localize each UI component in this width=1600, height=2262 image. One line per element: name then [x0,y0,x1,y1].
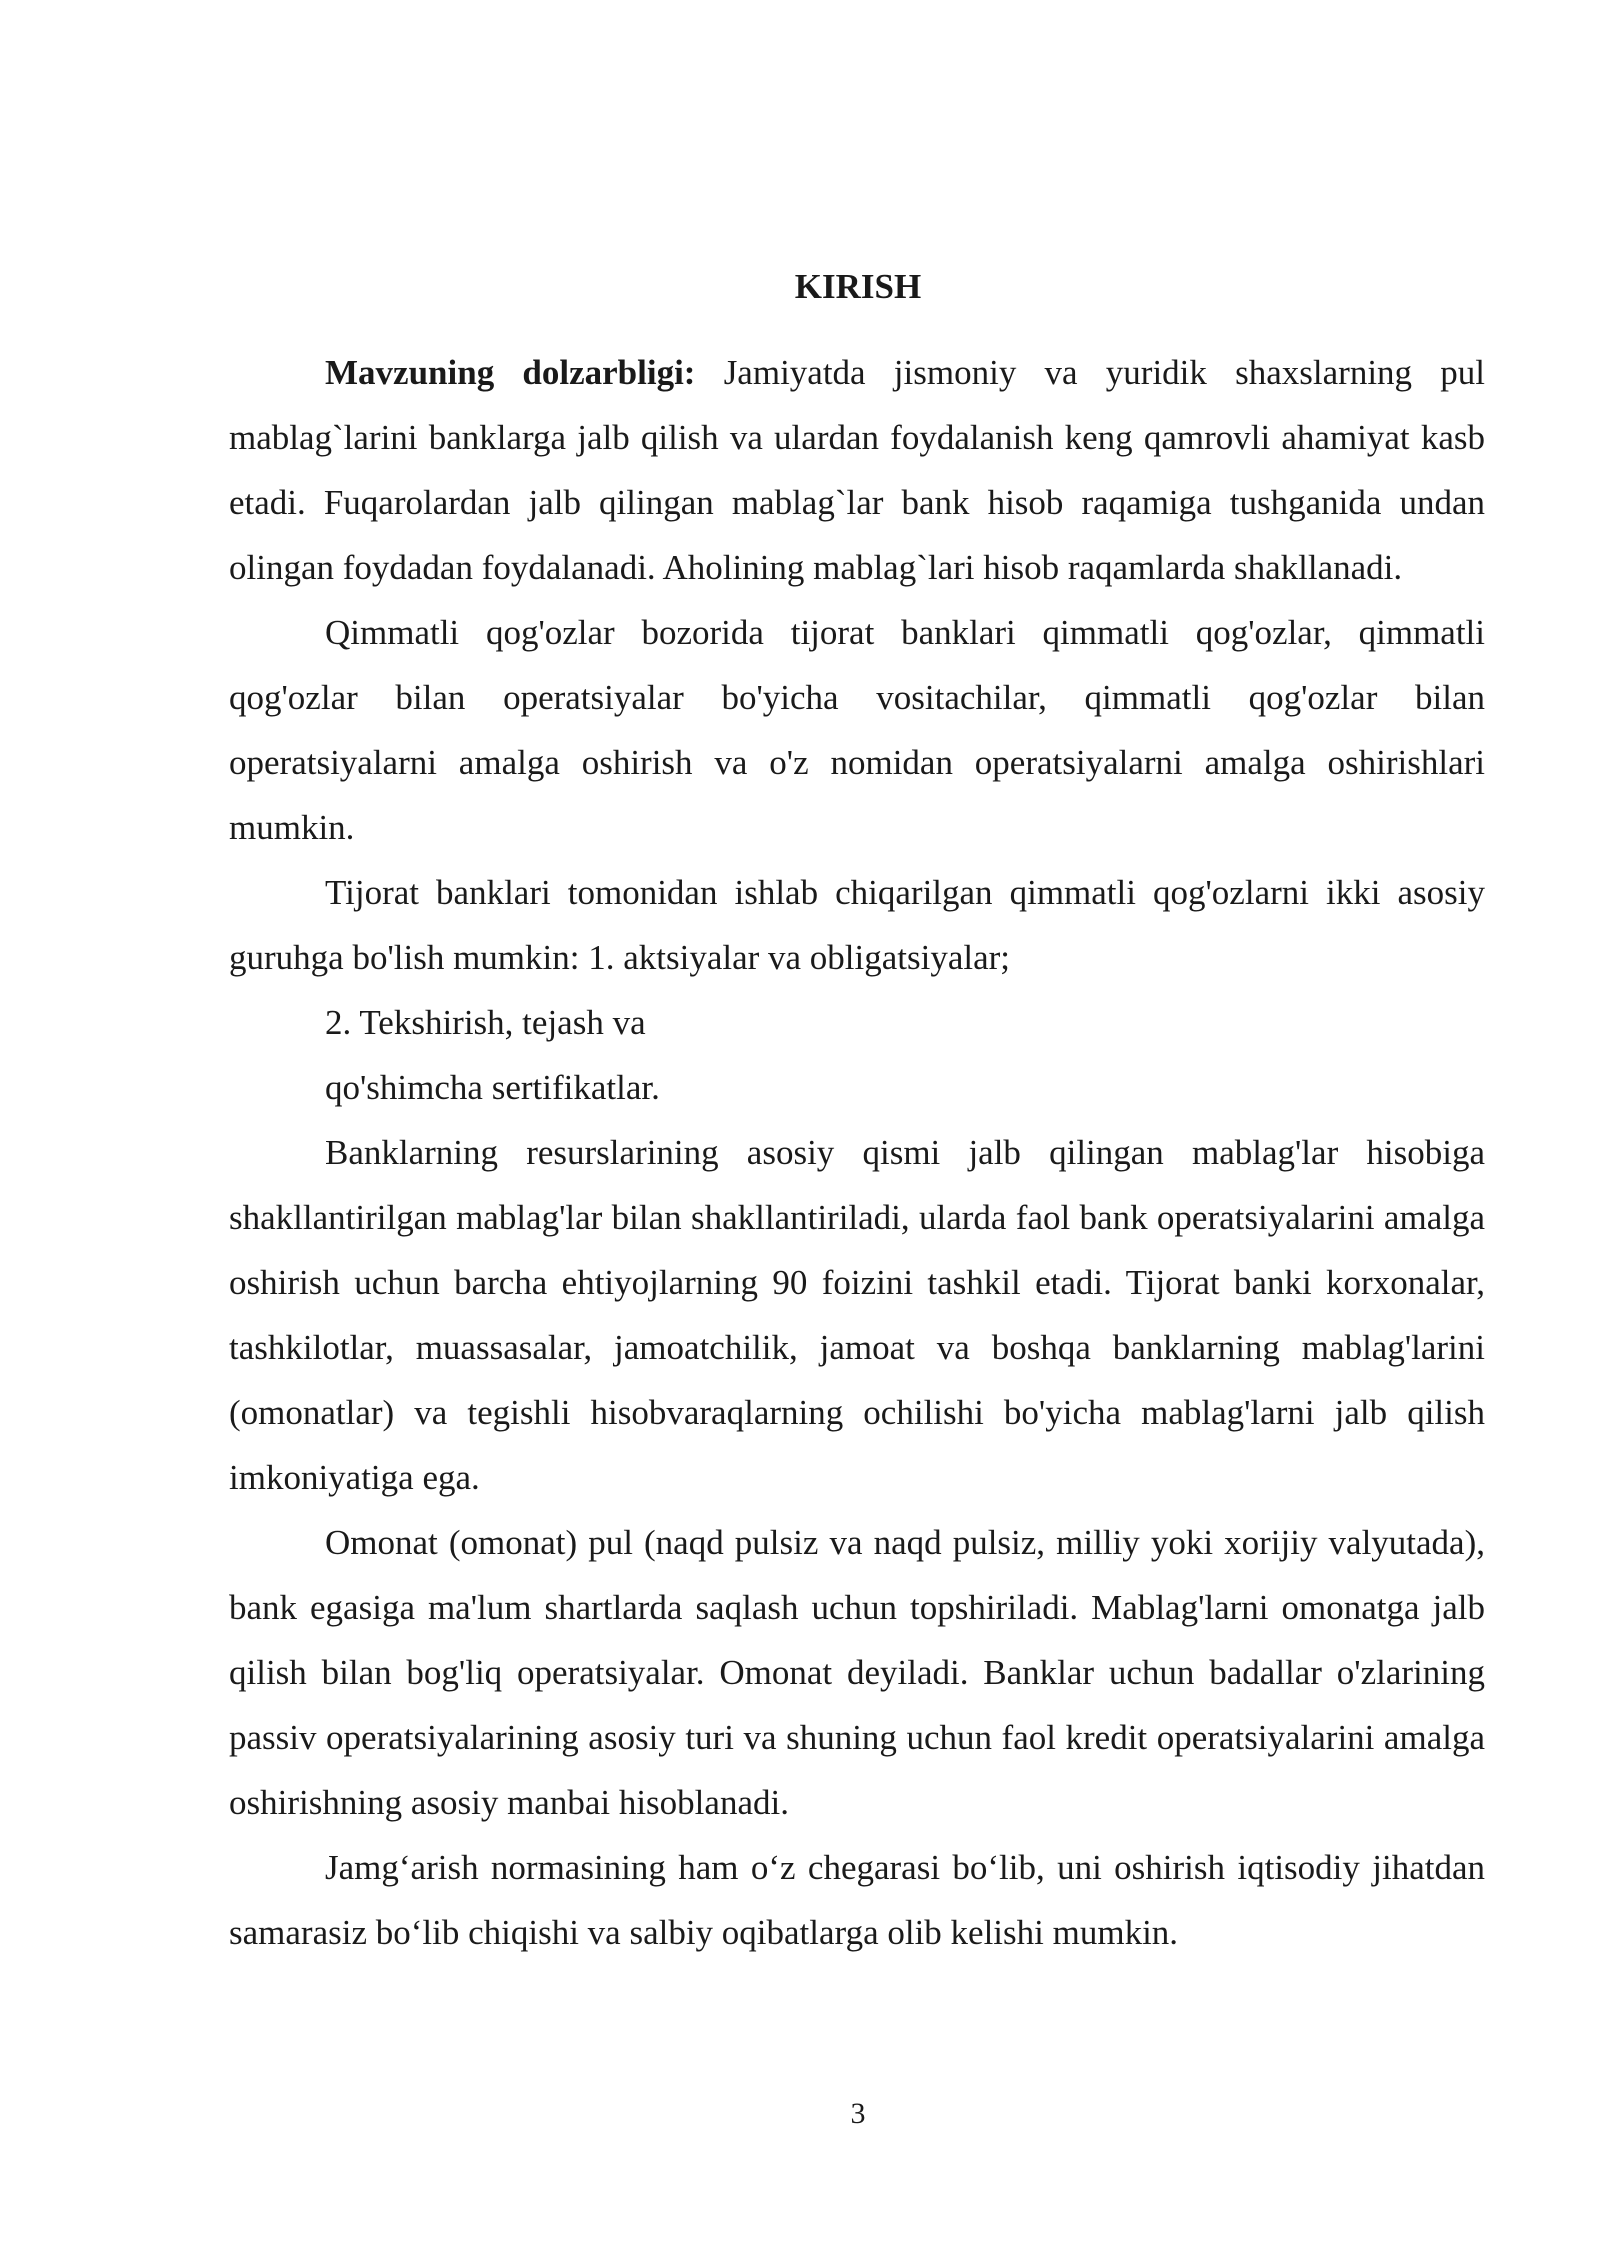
page-number: 3 [850,2097,866,2130]
relevance-heading: Mavzuning dolzarbligi: [325,353,696,392]
paragraph-relevance [229,340,1485,600]
paragraph-certificates: qo'shimcha sertifikatlar. [325,1068,660,1107]
paragraph-savings-norm: Jamg‘arish normasining ham o‘z chegarasi bo‘lib, uni oshirish iqtisodiy jihatdan samarasiz bo‘lib chiqishi va salbiy oqibatlarga olib kelishi mumkin. [229,1848,1485,1952]
paragraph-securities-market: Qimmatli qog'ozlar bozorida tijorat banklari qimmatli qog'ozlar, qimmatli qog'ozlar bilan operatsiyalar bo'yicha vositachilar, qimmatli qog'ozlar bilan operatsiyalarni amalga oshirish va o'z nomidan operatsiyalarni amalga oshirishlari mumkin. [229,613,1485,847]
relevance-text: Jamiyatda jismoniy va yuridik shaxslarning pul mablag`larini banklarga jalb qilish va ulardan foydalanish keng qamrovli ahamiyat kasb etadi. Fuqarolardan jalb qilingan mablag`lar bank hisob raqamiga tushganida undan olingan foydadan foydalanadi. Aholining mablag`lari hisob raqamlarda shakllanadi. [229,353,1485,587]
paragraph-bank-resources: Banklarning resurslarining asosiy qismi jalb qilingan mablag'lar hisobiga shakllantirilgan mablag'lar bilan shakllantiriladi, ularda faol bank operatsiyalarini amalga oshirish uchun barcha ehtiyojlarning 90 foizini tashkil etadi. Tijorat banki korxonalar, tashkilotlar, muassasalar, jamoatchilik, jamoat va boshqa banklarning mablag'larini (omonatlar) va tegishli hisobvaraqlarning ochilishi bo'yicha mablag'larni jalb qilish imkoniyatiga ega. [229,1133,1485,1497]
document-body [229,340,1485,1965]
paragraph-list-item-2: 2. Tekshirish, tejash va [325,1003,646,1042]
paragraph-deposit: Omonat (omonat) pul (naqd pulsiz va naqd pulsiz, milliy yoki xorijiy valyutada), bank egasiga ma'lum shartlarda saqlash uchun topshiriladi. Mablag'larni omonatga jalb qilish bilan bog'liq operatsiyalar. Omonat deyiladi. Banklar uchun badallar o'zlarining passiv operatsiyalarining asosiy turi va shuning uchun faol kredit operatsiyalarini amalga oshirishning asosiy manbai hisoblanadi. [229,1523,1485,1822]
paragraph-securities-groups: Tijorat banklari tomonidan ishlab chiqarilgan qimmatli qog'ozlarni ikki asosiy guruhga bo'lish mumkin: 1. aktsiyalar va obligatsiyalar; [229,873,1485,977]
page-title: KIRISH [794,267,922,306]
